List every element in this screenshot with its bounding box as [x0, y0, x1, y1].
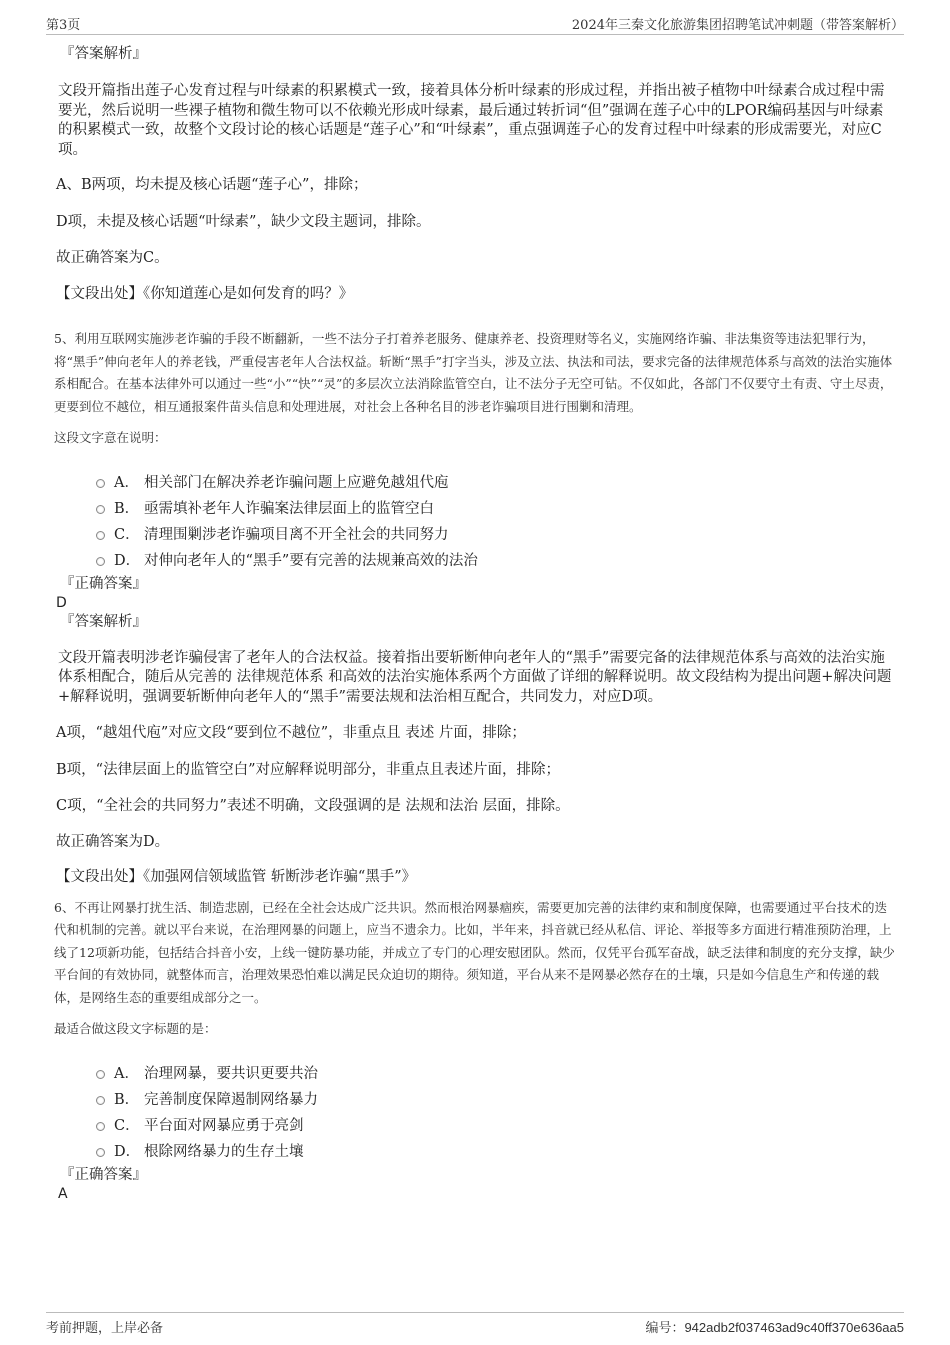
- question-prompt: 最适合做这段文字标题的是：: [54, 1021, 217, 1036]
- analysis-conclusion: 故正确答案为D。: [56, 833, 170, 850]
- option-text: 清理围剿涉老诈骗项目离不开全社会的共同努力: [144, 526, 449, 543]
- correct-answer: A: [58, 1185, 68, 1202]
- page-number: 第3页: [46, 18, 81, 33]
- analysis-option-b: B项，“法律层面上的监管空白”对应解释说明部分，非重点且表述片面，排除；: [56, 761, 560, 778]
- option-a[interactable]: [56, 470, 896, 496]
- correct-answer-label: 『正确答案』: [60, 575, 147, 592]
- footer-slogan: 考前押题，上岸必备: [46, 1321, 164, 1336]
- option-letter: C．: [114, 526, 140, 543]
- option-text: 平台面对网暴应勇于亮剑: [144, 1117, 304, 1134]
- analysis-option-c: C项，“全社会的共同努力”表述不明确，文段强调的是 法规和法治 层面，排除。: [56, 798, 570, 814]
- document-code-label: 编号：: [645, 1321, 685, 1336]
- radio-icon[interactable]: [96, 1148, 105, 1157]
- option-a[interactable]: [56, 1061, 896, 1087]
- document-body: [56, 44, 896, 1203]
- page-footer: [46, 1312, 904, 1337]
- radio-icon[interactable]: [96, 479, 105, 488]
- radio-icon[interactable]: [96, 1122, 105, 1131]
- option-b[interactable]: [56, 1087, 896, 1113]
- radio-icon[interactable]: [96, 557, 105, 566]
- radio-icon[interactable]: [96, 1070, 105, 1079]
- option-b[interactable]: [56, 496, 896, 522]
- option-text: 完善制度保障遏制网络暴力: [144, 1091, 318, 1108]
- option-text: 相关部门在解决养老诈骗问题上应避免越俎代庖: [144, 474, 449, 491]
- correct-answer: D: [56, 594, 67, 611]
- passage-source: 【文段出处】《你知道莲心是如何发育的吗？》: [56, 285, 354, 302]
- option-letter: A．: [114, 1065, 139, 1082]
- option-letter: B．: [114, 500, 140, 517]
- analysis-label: 『答案解析』: [60, 613, 147, 630]
- question-stem: 5、利用互联网实施涉老诈骗的手段不断翻新，一些不法分子打着养老服务、健康养老、投资理财等名义，实施网络诈骗、非法集资等违法犯罪行为，将“黑手”伸向老年人的养老钱，严重侵害老年人合法权益。斩断“黑手”打字当头，涉及立法、执法和司法，要求完备的法律规范体系与高效的法治实施体系相配合。在基本法律外可以通过一些“小”“快”“灵”的多层次立法消除监管空白，让不法分子无空可钻。不仅如此，各部门不仅要守土有责、守土尽责，更要到位不越位，相互通报案件苗头信息和处理进展，对社会上各种名目的涉老诈骗项目进行围剿和清理。: [54, 331, 893, 414]
- analysis-option-d: D项，未提及核心话题“叶绿素”，缺少文段主题词，排除。: [56, 213, 431, 230]
- option-text: 亟需填补老年人诈骗案法律层面上的监管空白: [144, 500, 434, 517]
- option-letter: D．: [114, 1143, 141, 1160]
- page-header: [46, 12, 904, 35]
- question-stem: 6、不再让网暴打扰生活、制造悲剧，已经在全社会达成广泛共识。然而根治网暴痼疾，需要更加完善的法律约束和制度保障，也需要通过平台技术的迭代和机制的完善。就以平台来说，在治理网暴的问题上，应当不遗余力。比如，半年来，抖音就已经从私信、评论、举报等多方面进行精准预防治理，上线了12项新功能，包括结合抖音小安，上线一键防暴功能，并成立了专门的心理安慰团队。然而，仅凭平台孤军奋战，缺乏法律和制度的充分支撑，缺少平台间的有效协同，就整体而言，治理效果恐怕难以满足民众迫切的期待。须知道，平台从来不是网暴必然存在的土壤，只是如今信息生产和传递的载体，是网络生态的重要组成部分之一。: [54, 899, 895, 1005]
- radio-icon[interactable]: [96, 505, 105, 514]
- analysis-label: 『答案解析』: [60, 46, 147, 62]
- correct-answer-label: 『正确答案』: [60, 1166, 147, 1183]
- option-c[interactable]: [56, 1113, 896, 1139]
- analysis-text: 文段开篇指出莲子心发育过程与叶绿素的积累模式一致，接着具体分析叶绿素的形成过程，并指出被子植物中叶绿素合成过程中需要光，然后说明一些裸子植物和微生物可以不依赖光形成叶绿素，最后通过转折词“但”强调在莲子心中的LPOR编码基因与叶绿素的积累模式一致，故整个文段讨论的核心话题是“莲子心”和“叶绿素”，重点强调莲子心的发育过程中叶绿素的形成需要光，对应C项。: [58, 83, 885, 158]
- option-text: 对伸向老年人的“黑手”要有完善的法规兼高效的法治: [144, 552, 478, 569]
- option-letter: A．: [114, 474, 139, 491]
- option-text: 治理网暴，要共识更要共治: [144, 1065, 318, 1082]
- option-letter: B．: [114, 1091, 140, 1108]
- option-list: [56, 1061, 896, 1165]
- radio-icon[interactable]: [96, 1096, 105, 1105]
- analysis-option-ab: A、B两项，均未提及核心话题“莲子心”，排除；: [56, 177, 368, 193]
- passage-source: 【文段出处】《加强网信领域监管 斩断涉老诈骗“黑手”》: [56, 869, 417, 885]
- option-letter: D．: [114, 552, 141, 569]
- analysis-text: 文段开篇表明涉老诈骗侵害了老年人的合法权益。接着指出要斩断伸向老年人的“黑手”需要完备的法律规范体系与高效的法治实施体系相配合，随后从完善的 法律规范体系 和高效的法治实施体系两个方面做了详细的解释说明。故文段结构为提出问题+解决问题+解释说明，强调要斩断伸向老年人的“黑手”需要法规和法治相互配合，共同发力，对应D项。: [58, 649, 892, 705]
- document-code: [645, 1317, 904, 1336]
- option-d[interactable]: [56, 1139, 896, 1165]
- option-letter: C．: [114, 1117, 140, 1134]
- document-title: 2024年三秦文化旅游集团招聘笔试冲刺题（带答案解析）: [571, 18, 904, 33]
- option-list: [56, 470, 896, 574]
- option-c[interactable]: [56, 522, 896, 548]
- question-prompt: 这段文字意在说明：: [54, 430, 167, 445]
- document-code-value: 942adb2f037463ad9c40ff370e636aa5: [684, 1320, 904, 1335]
- analysis-conclusion: 故正确答案为C。: [56, 250, 169, 266]
- analysis-option-a: A项，“越俎代庖”对应文段“要到位不越位”，非重点且 表述 片面，排除；: [56, 725, 526, 741]
- option-text: 根除网络暴力的生存土壤: [144, 1143, 304, 1160]
- option-d[interactable]: [56, 548, 896, 574]
- radio-icon[interactable]: [96, 531, 105, 540]
